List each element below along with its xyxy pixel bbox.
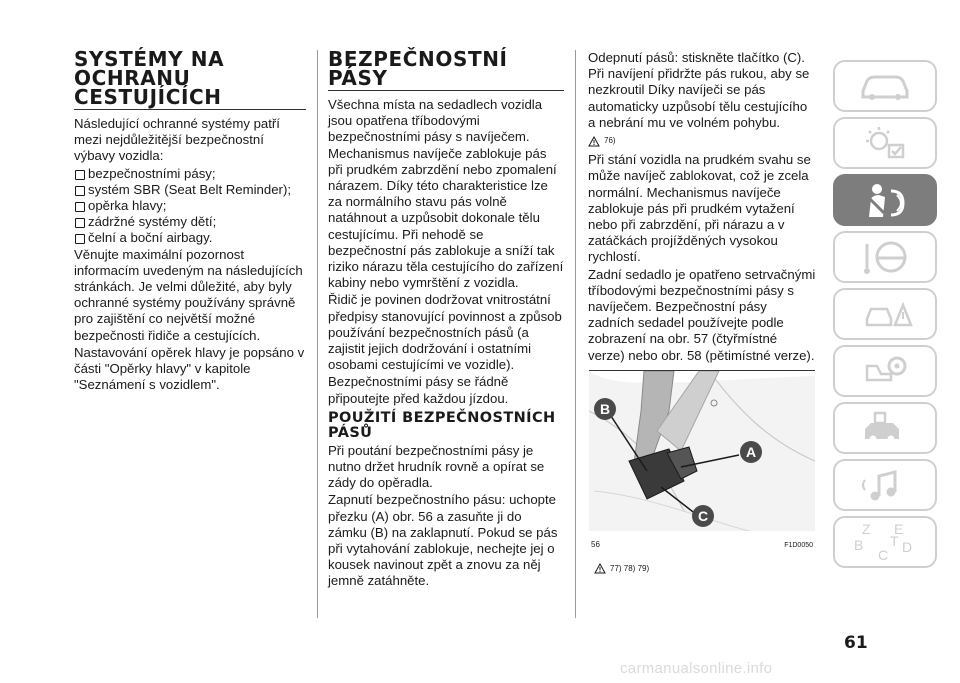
tab-maintenance[interactable] — [833, 345, 937, 397]
subsection-title: POUŽITÍ BEZPEČNOSTNÍCH PÁSŮ — [328, 409, 556, 441]
callout-a-label: A — [745, 444, 757, 460]
tab-safety[interactable] — [833, 174, 937, 226]
section-title: BEZPEČNOSTNÍ PÁSY — [328, 47, 508, 90]
multimedia-icon — [857, 466, 913, 504]
figure-number: 56 — [591, 540, 600, 549]
tab-technical-data[interactable] — [833, 402, 937, 454]
paragraph: Při stání vozidla na prudkém svahu se může navíječ zablokovat, což je zcela normální. Mechanismus navíječe zablokuje pás při prudkém vytažení nebo při zabrzdění, při nárazu a v zatáčkách projížděných vysokou rychlostí. — [588, 152, 811, 265]
protection-list — [74, 166, 306, 247]
paragraph: Odepnutí pásů: stiskněte tlačítko (C). Při navíjení přidržte pás rukou, aby se nezkroutil Díky navíječi se pás automaticky uzpůsobí tělu cestujícího a nebrání mu ve volném pohybu. — [588, 50, 810, 130]
seat-belt-illustration — [589, 371, 815, 531]
list-item: opěrka hlavy; — [74, 198, 306, 214]
callout-b — [594, 398, 616, 420]
warning-ref-text: 77) 78) 79) — [610, 564, 650, 573]
figure-code: F1D0050 — [784, 542, 813, 549]
breakdown-icon — [857, 295, 913, 333]
callout-c — [692, 505, 714, 527]
paragraph: Věnujte maximální pozornost informacím uvedeným na následujících stránkách. Je velmi důležité, aby byly ochranné systémy používány správně pro zajištění co největší možné bezpečnosti řidiče a cestujících. — [74, 246, 303, 343]
car-icon — [857, 69, 913, 103]
title-rule — [74, 109, 306, 110]
service-icon — [857, 352, 913, 390]
warning-triangle-icon — [588, 136, 600, 147]
figure-seat-belt-buckle — [589, 370, 815, 553]
index-letter: T — [890, 533, 899, 549]
tab-warning-lights[interactable] — [833, 117, 937, 169]
seat-belt-airbag-icon — [857, 181, 913, 219]
tab-emergency[interactable] — [833, 288, 937, 340]
index-letter: D — [902, 539, 913, 555]
index-letter: Z — [862, 521, 871, 537]
warning-ref-text: 76) — [604, 136, 616, 146]
warning-lights-icon — [857, 125, 913, 161]
callout-c-label: C — [697, 508, 709, 524]
list-item: zádržné systémy dětí; — [74, 214, 306, 230]
paragraph: Zadní sedadlo je opatřeno setrvačnými tříbodovými bezpečnostními pásy s navíječem. Bezpečnostní pásy zadních sedadel používejte podle zobrazení na obr. 57 (čtyřmístné verze) nebo obr. 58 (pětimístné verze). — [588, 266, 816, 363]
chapter-sidebar — [827, 60, 945, 573]
column-2 — [328, 47, 564, 591]
column-divider — [575, 50, 576, 618]
warning-ref — [588, 133, 816, 149]
callout-b-label: B — [599, 401, 611, 417]
callout-a — [740, 441, 762, 463]
index-letter: C — [878, 547, 889, 563]
list-item: systém SBR (Seat Belt Reminder); — [74, 182, 306, 198]
technical-data-icon — [857, 409, 913, 447]
warning-triangle-icon — [594, 563, 606, 574]
paragraph: Řidič je povinen dodržovat vnitrostátní předpisy stanovující povinnost a způsob používání bezpečnostních pásů (a zajistit jejich dodržování i ostatními osobami cestujícími ve vozidle). — [328, 292, 562, 373]
column-divider — [317, 50, 318, 618]
paragraph: Všechna místa na sedadlech vozidla jsou opatřena tříbodovými bezpečnostními pásy s navíječem. Mechanismus navíječe zablokuje pás při prudkém zabrzdění nebo zpomalení nárazem. Díky této charakteristice lze za normálního stavu pás volně natáhnout a uzpůsobit dokonale tělu cestujícímu. Při nehodě se bezpečnostní pás zablokuje a sníží tak riziko nárazu těla cestujícího do zařízení kabiny nebo vymrštění z vozidla. — [328, 97, 564, 291]
index-letter: E — [894, 521, 904, 537]
column-3 — [588, 50, 816, 365]
tab-index[interactable] — [833, 516, 937, 568]
paragraph: Při poutání bezpečnostními pásy je nutno držet hrudník rovně a opírat se zády do opěradla. — [328, 442, 545, 491]
tab-vehicle[interactable] — [833, 60, 937, 112]
list-item: čelní a boční airbagy. — [74, 230, 306, 246]
title-rule — [328, 90, 564, 91]
tab-starting-driving[interactable] — [833, 231, 937, 283]
figure-warning-ref — [594, 563, 649, 574]
list-item: bezpečnostními pásy; — [74, 166, 306, 182]
tab-multimedia[interactable] — [833, 459, 937, 511]
section-title: SYSTÉMY NA OCHRANU CESTUJÍCÍCH — [74, 47, 225, 109]
paragraph: Zapnutí bezpečnostního pásu: uchopte přezku (A) obr. 56 a zasuňte ji do zámku (B) na zaklapnutí. Pokud se pás při vytahování zablokuje, nechejte jej o kousek navinout zpět a znovu za něj jemně zatáhněte. — [328, 492, 558, 589]
intro-text: Následující ochranné systémy patří mezi nejdůležitější bezpečnostní výbavy vozidla: — [74, 116, 280, 164]
column-1 — [74, 47, 306, 394]
paragraph: Bezpečnostními pásy se řádně připoutejte před každou jízdou. — [328, 374, 509, 406]
key-steering-icon — [857, 238, 913, 276]
index-icon — [850, 520, 920, 564]
index-letter: B — [854, 537, 864, 553]
page-number: 61 — [844, 633, 868, 653]
footer-watermark[interactable]: carmanualsonline.info — [620, 660, 773, 677]
paragraph: Nastavování opěrek hlavy je popsáno v části "Opěrky hlavy" v kapitole "Seznámení s vozidlem". — [74, 344, 305, 393]
